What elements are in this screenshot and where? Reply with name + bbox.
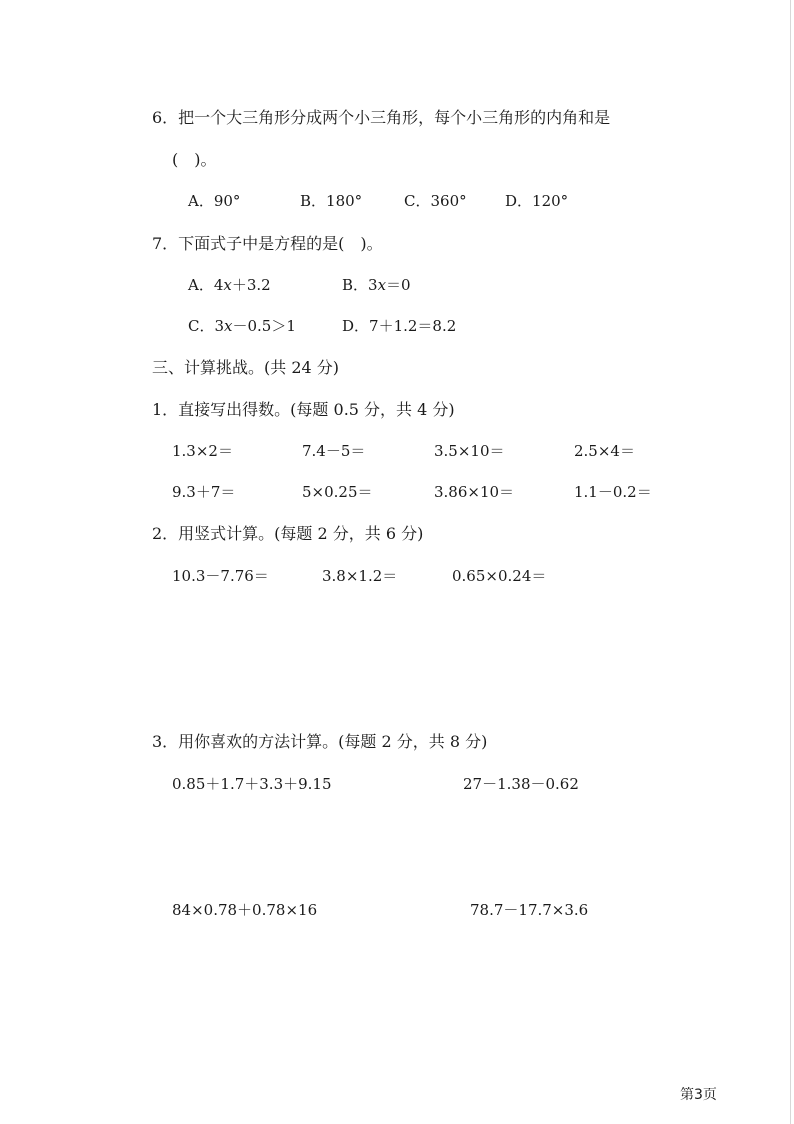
q7-option-d: D．7＋1.2＝8.2 <box>342 317 457 335</box>
part1-r1-item1: 1.3×2＝ <box>172 442 233 460</box>
q7-option-a-post: ＋3.2 <box>231 276 271 294</box>
part2-title: 2．用竖式计算。(每题 2 分，共 6 分) <box>152 524 424 543</box>
part3-item2: 27－1.38－0.62 <box>463 775 579 793</box>
q7-option-b-var: x <box>377 276 387 294</box>
part2-item2: 3.8×1.2＝ <box>322 567 398 585</box>
part1-r2-item4: 1.1－0.2＝ <box>574 483 652 501</box>
q7-option-b-post: ＝0 <box>386 276 411 294</box>
part3-item1: 0.85＋1.7＋3.3＋9.15 <box>172 775 332 793</box>
part3-item3: 84×0.78＋0.78×16 <box>172 901 318 919</box>
q7-option-b-pre: B．3 <box>342 276 378 294</box>
q6-option-b: B．180° <box>300 192 363 210</box>
part3-title: 3．用你喜欢的方法计算。(每题 2 分，共 8 分) <box>152 732 488 751</box>
page-edge-line <box>790 0 791 1124</box>
q7-option-c <box>188 316 296 336</box>
q7-option-c-var: x <box>224 317 233 335</box>
section3-title: 三、计算挑战。(共 24 分) <box>152 358 340 377</box>
part2-item3: 0.65×0.24＝ <box>452 567 547 585</box>
part1-r2-item1: 9.3＋7＝ <box>172 483 236 501</box>
q6-option-c: C．360° <box>404 192 467 210</box>
q7-option-b <box>342 275 411 295</box>
part1-r2-item2: 5×0.25＝ <box>302 483 373 501</box>
part1-r1-item2: 7.4－5＝ <box>302 442 366 460</box>
part1-r1-item4: 2.5×4＝ <box>574 442 635 460</box>
page-number: 第3页 <box>680 1087 717 1103</box>
part1-r1-item3: 3.5×10＝ <box>434 442 505 460</box>
part1-r2-item3: 3.86×10＝ <box>434 483 515 501</box>
q7-option-a <box>188 275 271 295</box>
q6-blank: ( )。 <box>172 150 217 169</box>
part2-item1: 10.3－7.76＝ <box>172 567 269 585</box>
q7-option-a-pre: A．4 <box>188 276 224 294</box>
q7-option-a-var: x <box>223 276 232 294</box>
part3-item4: 78.7－17.7×3.6 <box>470 901 589 919</box>
q7-option-c-pre: C．3 <box>188 317 225 335</box>
q6-option-d: D．120° <box>505 192 569 210</box>
q7-option-c-post: －0.5＞1 <box>232 317 296 335</box>
q7-text: 7．下面式子中是方程的是( )。 <box>152 234 383 253</box>
q6-option-a: A．90° <box>188 192 241 210</box>
q6-text: 6．把一个大三角形分成两个小三角形，每个小三角形的内角和是 <box>152 108 611 127</box>
part1-title: 1．直接写出得数。(每题 0.5 分，共 4 分) <box>152 400 455 419</box>
